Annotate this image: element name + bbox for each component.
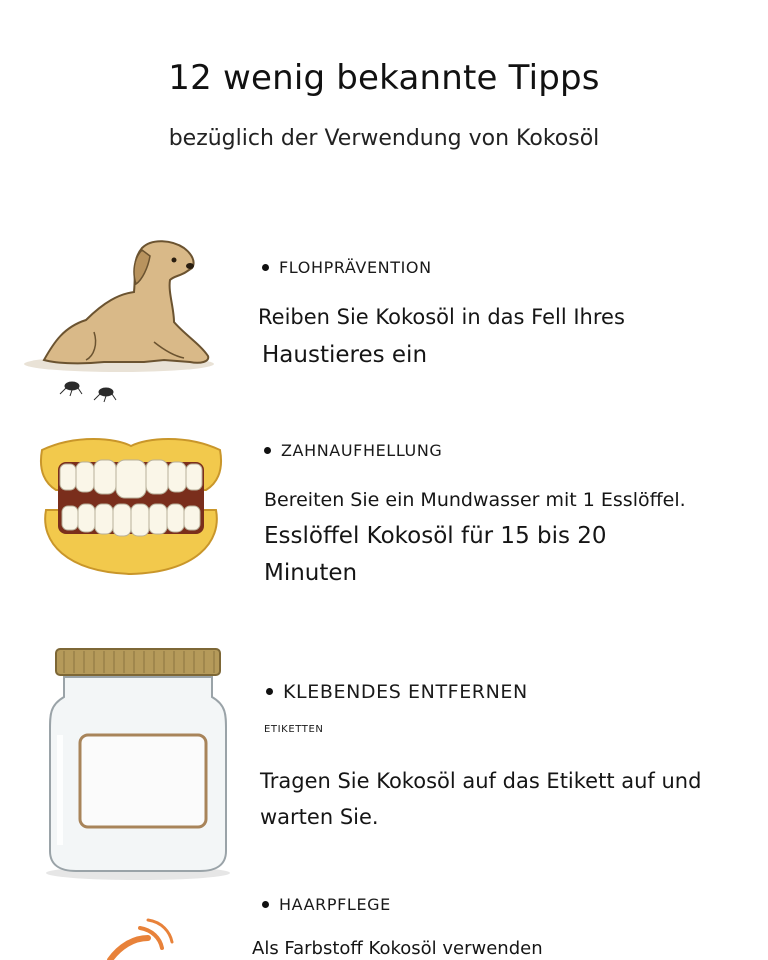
tip-text-line: Als Farbstoff Kokosöl verwenden bbox=[252, 938, 543, 959]
tip-text-line: Reiben Sie Kokosöl in das Fell Ihres bbox=[258, 305, 625, 329]
tip-text-line: Esslöffel Kokosöl für 15 bis 20 bbox=[264, 523, 607, 549]
page-subtitle: bezüglich der Verwendung von Kokosöl bbox=[168, 126, 600, 151]
tip-heading-adhesive-removal: KLEBENDES ENTFERNEN bbox=[266, 681, 528, 703]
tip-text-line: warten Sie. bbox=[260, 805, 379, 829]
hair-dye-image bbox=[100, 918, 180, 960]
page-title: 12 wenig bekannte Tipps bbox=[168, 58, 600, 98]
tip-heading-flea-prevention: FLOHPRÄVENTION bbox=[262, 258, 432, 277]
tip-heading-hair-care: HAARPFLEGE bbox=[262, 895, 391, 914]
flea-icon bbox=[60, 382, 116, 402]
tip-text-line: Bereiten Sie ein Mundwasser mit 1 Esslöffel. bbox=[264, 489, 686, 511]
tip-text-line: Minuten bbox=[264, 560, 358, 586]
tip-heading-teeth-whitening: ZAHNAUFHELLUNG bbox=[264, 441, 442, 460]
teeth-image bbox=[36, 432, 226, 582]
tip-text-line: Tragen Sie Kokosöl auf das Etikett auf und bbox=[260, 769, 702, 793]
tip-subheading-labels: ETIKETTEN bbox=[264, 724, 324, 735]
glass-jar-image bbox=[30, 645, 240, 885]
dog-with-fleas-image bbox=[24, 232, 224, 412]
tip-text-line: Haustieres ein bbox=[262, 342, 428, 368]
